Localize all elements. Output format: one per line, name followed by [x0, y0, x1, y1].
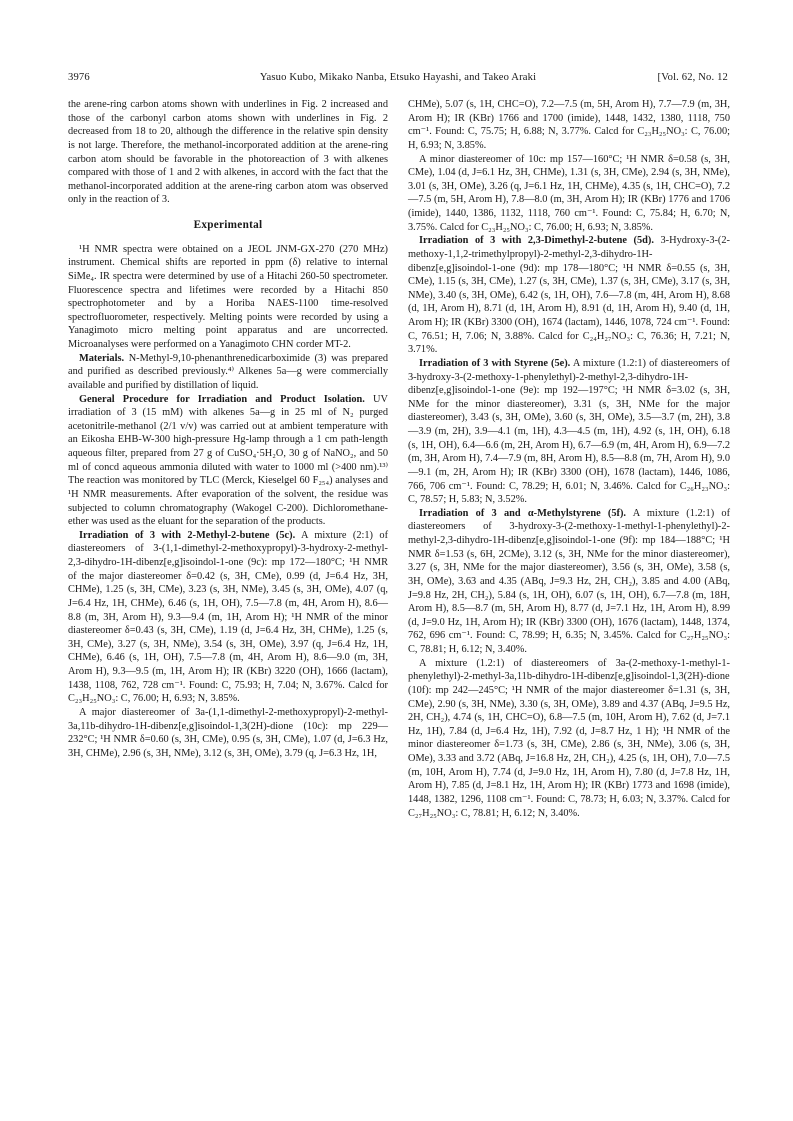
dione-10f-paragraph: A mixture (1.2:1) of diastereomers of 3a-(2-methoxy-1-methyl-1-phenylethyl)-2-methyl-3a,11b-dihydro-1H-dibenz[e,g]isoindol-1,3(2H)-dione (10f): mp 242—245°C; ¹H NMR of the major diastereomer δ=1.31 (s, 3H, CMe), 2.90 (s, 3H, NMe), 3.30 (s, 3H, OMe), 3.89 and 4.37 (ABq, J=9.5 Hz, 2H, CH₂), 4.74 (s, 1H, CHC=O), 6.8—7.5 (m, 10H, Arom H), 7.62 (d, J=7.1 Hz, 1H), 7.84 (d, J=6.4 Hz, 1H), 7.92 (d, J=8.7 Hz, 1 H); ¹H NMR of the minor diastereomer δ=1.73 (s, 3H, CMe), 2.86 (s, 3H, NMe), 3.06 (s, 3H, OMe), 3.33 and 3.72 (ABq, J=16.8 Hz, 2H, CH₂), 4.25 (s, 1H, OH), 7.0—7.5 (m, 10H, Arom H), 7.74 (d, J=9.0 Hz, 1H, Arom H), 7.80 (d, J=7.8 Hz, 1H, Arom H), 7.85 (d, J=8.1 Hz, 1H, Arom H); IR (KBr) 1773 and 1698 (imide), 1448, 1382, 1296, 1108 cm⁻¹. Found: C, 78.73; H, 6.03; N, 3.37%. Calcd for C₂₇H₂₅NO₃: C, 78.81; H, 6.12; N, 3.40%. — [408, 657, 730, 819]
irradiation-5f-heading: Irradiation of 3 and α-Methylstyrene (5f). — [419, 507, 627, 519]
general-procedure-text: UV irradiation of 3 (15 mM) with alkenes 5a—g in 25 ml of N₂ purged acetonitrile-methanol (2/1 v/v) was carried out at ambient temperature with an Eikosha EHB-W-300 high-pressure Hg-lamp through a 1 cm path-length aqueous filter, prepared from 27 g of CuSO₄·5H₂O, 30 g of NaNO₂, and 50 ml of concd aqueous ammonia diluted with water to 1000 ml (>400 nm).¹³⁾ The reaction was monitored by TLC (Merck, Kieselgel 60 F₂₅₄) analyses and ¹H NMR measurements. After evaporation of the solvent, the residue was subjected to column chromatography (Wakogel C-200). Dichloromethane-ether was used as the eluant for the separation of the products. — [68, 393, 388, 528]
irradiation-5d-paragraph — [408, 234, 730, 357]
materials-heading: Materials. — [79, 352, 125, 364]
irradiation-5e-paragraph — [408, 357, 730, 507]
minor-diastereomer-10c-paragraph: A minor diastereomer of 10c: mp 157—160°C; ¹H NMR δ=0.58 (s, 3H, CMe), 1.04 (d, J=6.1 Hz, 3H, CHMe), 1.31 (s, 3H, CMe), 2.94 (s, 3H, NMe), 3.01 (s, 3H, OMe), 3.26 (q, J=6.1 Hz, 1H, CHMe), 4.35 (s, 1H, CHC=O), 7.2—7.5 (m, 5H, Arom H), 7.8—8.0 (m, 3H, Arom H); IR (KBr) 1776 and 1706 (imide), 1440, 1386, 1132, 1118, 760 cm⁻¹. Found: C, 75.84; H, 6.70; N, 3.75%. Calcd for C₂₃H₂₅NO₃: C, 76.00; H, 6.93; N, 3.85%. — [408, 153, 730, 233]
irradiation-5f-text: A mixture (1.2:1) of diastereomers of 3-hydroxy-3-(2-methoxy-1-methyl-1-phenylethyl)-2-methyl-2,3-dihydro-1H-dibenz[e,g]isoindol-1-one (9f): mp 184—188°C; ¹H NMR δ=1.53 (s, 6H, 2CMe), 3.12 (s, 3H, NMe for the minor diastereomer), 3.27 (s, 3H, NMe for the major diastereomer), 3.56 (s, 3H, OMe), 3.58 (s, 3H, OMe), 3.63 and 4.35 (ABq, J=9.3 Hz, 2H, CH₂), 3.85 and 4.00 (ABq, J=9.8 Hz, 2H, CH₂), 5.84 (s, 1H, OH), 6.07 (s, 1H, OH), 6.7—7.8 (m, 18H, Arom H), 8.5—8.7 (m, 5H, Arom H), 8.77 (d, J=7.1 Hz, 1H, Arom H), 8.99 (d, J=9.0 Hz, 1H, Arom H); IR (KBr) 3300 (OH), 1676 (lactam), 1448, 1374, 762, 696 cm⁻¹. Found: C, 78.99; H, 6.35; N, 3.45%. Calcd for C₂₇H₂₅NO₃: C, 78.81; H, 6.12; N, 3.40%. — [408, 507, 731, 655]
right-column — [408, 98, 730, 820]
section-title-experimental: Experimental — [193, 219, 263, 231]
irradiation-5c-text: A mixture (2:1) of diastereomers of 3-(1,1-dimethyl-2-methoxypropyl)-3-hydroxy-2-methyl-2,3-dihydro-1H-dibenz[e,g]isoindol-1-one (9c): mp 172—180°C; ¹H NMR of the major diastereomer δ=0.42 (s, 3H, CMe), 0.99 (d, J=6.4 Hz, 3H, CHMe), 1.25 (s, 3H, CMe), 3.23 (s, 3H, NMe), 3.45 (s, 3H, OMe), 4.07 (q, J=6.4 Hz, 1H, CHMe), 6.46 (s, 1H, OH), 7.5—7.8 (m, 4H, Arom H), 8.6—8.8 (m, 3H, Arom H), 9.3—9.4 (m, 1H, Arom H); ¹H NMR of the minor diastereomer δ=0.43 (s, 3H, CMe), 1.19 (d, J=6.4 Hz, 3H, CHMe), 1.25 (s, 3H, CMe), 3.27 (s, 3H, NMe), 3.54 (s, 3H, OMe), 3.97 (q, J=6.4 Hz, 1H, CHMe), 6.46 (s, 1H, OH), 7.5—7.8 (m, 4H, Arom H), 8.6—9.0 (m, 3H, Arom H), 9.3—9.5 (m, 1H, Arom H); IR (KBr) 3220 (OH), 1666 (lactam), 1438, 1108, 762, 728 cm⁻¹. Found: C, 75.93; H, 7.04; N, 3.67%. Calcd for C₂₃H₂₅NO₃: C, 76.00; H, 6.93; N, 3.85%. — [68, 529, 389, 705]
continued-10c-paragraph: CHMe), 5.07 (s, 1H, CHC=O), 7.2—7.5 (m, 5H, Arom H), 7.7—7.9 (m, 3H, Arom H); IR (KBr) 1766 and 1700 (imide), 1448, 1432, 1380, 1118, 750 cm⁻¹. Found: C, 75.75; H, 6.88; N, 3.77%. Calcd for C₂₃H₂₅NO₃: C, 76.00; H, 6.93; N, 3.85%. — [408, 99, 730, 151]
materials-paragraph — [68, 352, 388, 393]
page-number: 3976 — [68, 72, 90, 83]
instruments-paragraph: ¹H NMR spectra were obtained on a JEOL JNM-GX-270 (270 MHz) instrument. Chemical shifts are reported in ppm (δ) relative to internal SiMe₄. IR spectra were determined by use of a Hitachi 260-50 spectrometer. Fluorescence spectra and lifetimes were recorded by a Hitachi 850 spectrophotometer and by a Horiba NAES-1100 time-resolved spectrofluorometer, respectively. Melting points were recorded by using a Yanagimoto micro melting point apparatus and are uncorrected. Microanalyses were performed on a Yanagimoto CHN corder MT-2. — [68, 243, 388, 350]
irradiation-5c-heading: Irradiation of 3 with 2-Methyl-2-butene (5c). — [79, 529, 296, 541]
volume-info: [Vol. 62, No. 12 — [657, 72, 728, 83]
running-header — [68, 72, 728, 88]
general-procedure-heading: General Procedure for Irradiation and Product Isolation. — [79, 393, 365, 405]
author-line: Yasuo Kubo, Mikako Nanba, Etsuko Hayashi, and Takeo Araki — [259, 72, 537, 83]
irradiation-5d-text: 3-Hydroxy-3-(2-methoxy-1,1,2-trimethylpropyl)-2-methyl-2,3-dihydro-1H-dibenz[e,g]isoindol-1-one (9d): mp 178—180°C; ¹H NMR δ=0.55 (s, 3H, CMe), 1.15 (s, 3H, CMe), 1.27 (s, 3H, CMe), 1.37 (s, 3H, CMe), 3.17 (s, 3H, NMe), 3.40 (s, 3H, OMe), 6.42 (s, 1H, OH), 7.6—7.8 (m, 4H, Arom H), 8.68 (d, 1H, Arom H), 8.71 (d, 1H, Arom H), 8.91 (d, 1H, Arom H), 9.40 (d, 1H, Arom H); IR (KBr) 3300 (OH), 1674 (lactam), 1446, 1078, 724 cm⁻¹. Found: C, 76.51; H, 7.06; N, 3.88%. Calcd for C₂₄H₂₇NO₃: C, 76.36; H, 7.21; N, 3.71%. — [408, 235, 730, 356]
irradiation-5e-heading: Irradiation of 3 with Styrene (5e). — [419, 357, 571, 369]
materials-text: N-Methyl-9,10-phenanthrenedicarboximide (3) was prepared and purified as described previously.⁴⁾ Alkenes 5a—g were commercially available and purified by distillation of liquid. — [68, 352, 389, 391]
irradiation-5c-paragraph — [68, 529, 388, 706]
intro-paragraph: the arene-ring carbon atoms shown with underlines in Fig. 2 increased and those of the carbonyl carbon atoms shown with underlines in Fig. 2 decreased from 18 to 20, although the difference in the relative spin density is not large. Therefore, the methanol-incorporated addition at the arene-ring carbon atom should be favorable in the photoreaction of 3 with alkenes compared with those of 1 and 2 with alkenes, in accord with the fact that the methanol-incorporated addition at the arene-ring carbon atom was observed only in the reaction of 3. — [68, 99, 388, 206]
irradiation-5e-text: A mixture (1.2:1) of diastereomers of 3-hydroxy-3-(2-methoxy-1-phenylethyl)-2-methyl-2,3-dihydro-1H-dibenz[e,g]isoindol-1-one (9e): mp 192—197°C; ¹H NMR δ=3.02 (s, 3H, NMe for the minor diastereomer), 3.31 (s, 3H, NMe for the major diastereomer), 3.43 (s, 3H, OMe), 3.60 (s, 3H, OMe), 3.5—3.7 (m, 2H), 3.8—3.9 (m, 2H), 3.9—4.1 (m, 1H), 4.3—4.5 (m, 1H), 4.92 (s, 1H, OH), 6.18 (s, 1H, OH), 6.4—6.6 (m, 2H, Arom H), 6.7—6.9 (m, 4H, Arom H), 6.9—7.2 (m, 3H, Arom H), 7.4—7.9 (m, 8H, Arom H), 8.5—8.8 (m, 7H, Arom H), 9.0—9.1 (m, 2H, Arom H); IR (KBr) 3300 (OH), 1678 (lactam), 1446, 1086, 766, 706 cm⁻¹. Found: C, 78.29; H, 6.01; N, 3.46%. Calcd for C₂₆H₂₃NO₃: C, 78.57; H, 5.83; N, 3.52%. — [408, 357, 730, 506]
left-column — [68, 98, 388, 760]
general-procedure-paragraph — [68, 393, 388, 529]
irradiation-5d-heading: Irradiation of 3 with 2,3-Dimethyl-2-butene (5d). — [419, 235, 654, 247]
irradiation-5f-paragraph — [408, 507, 730, 657]
major-diastereomer-10c-paragraph: A major diastereomer of 3a-(1,1-dimethyl-2-methoxypropyl)-2-methyl-3a,11b-dihydro-1H-dibenz[e,g]isoindol-1,3(2H)-dione (10c): mp 229—232°C; ¹H NMR δ=0.60 (s, 3H, CMe), 0.95 (s, 3H, CMe), 1.07 (d, J=6.3 Hz, 3H, CHMe), 2.96 (s, 3H, NMe), 3.12 (s, 3H, OMe), 3.79 (q, J=6.3 Hz, 1H, — [68, 706, 388, 759]
